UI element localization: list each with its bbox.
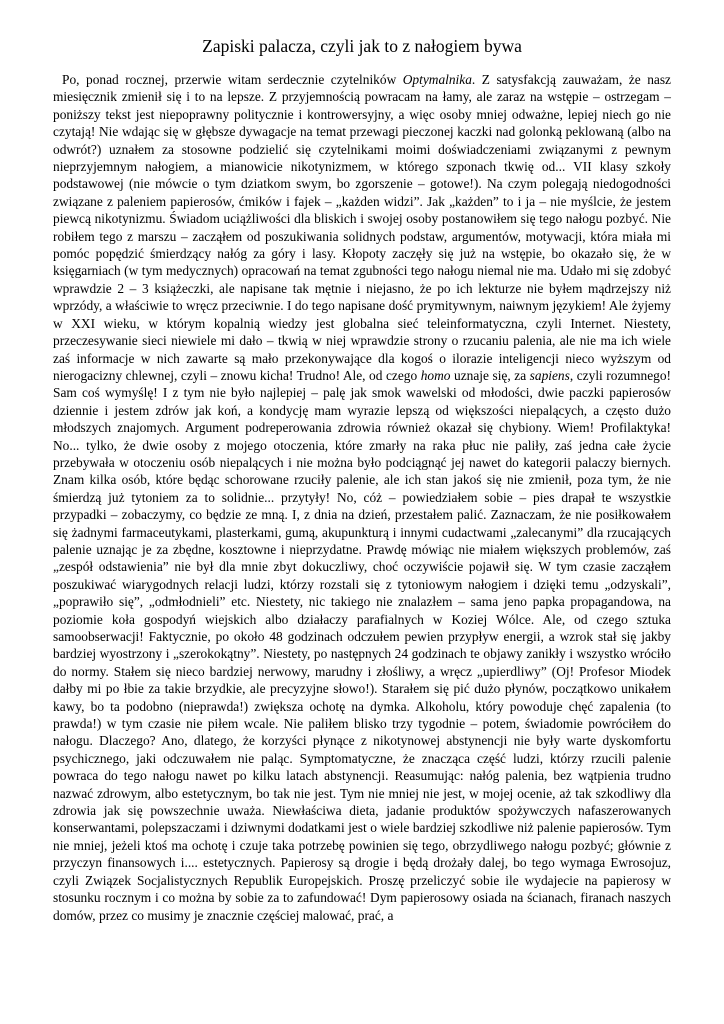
text-run: uznaje się, za xyxy=(450,367,530,383)
italic-text-run: Optymalnika xyxy=(402,72,472,87)
text-run: , czyli rozumnego! Sam coś wymyślę! I z tym nie było najlepiej – palę jak smok wawelski od młodości, dwie paczki papierosów dziennie i jestem zdrów jak koń, a kondycję mam wyrazie lepszą od większości niepalących, a często dużo młodszych znajomych. Argument podreperowania zdrowia również okazał się chybiony. Wiem! Profilaktyka! No... tylko, że dwie osoby z mojego otoczenia, które zmarły na raka płuc nie paliły, zaś jedna całe życie przebywała w otoczeniu osób niepalących i nie można było podciągnąć jej nawet do kategorii palaczy biernych. Znam kilka osób, które będąc schorowane rzuciły palenie, ale ich stan jakoś się nie zmienił, poza tym, że nie śmierdzą już tytoniem za to solidnie... przytyły! No, cóż – powiedziałem sobie – pies drapał te wszystkie przypadki – zobaczymy, co będzie ze mną. I, z dnia na dzień, przestałem palić. Zaznaczam, że nie posiłkowałem się żadnymi farmaceutykami, plasterkami, gumą, akupunkturą i innymi cudactwami „zalecanymi” dla rzucających palenie uznając je za zbędne, kosztowne i nieprzydatne. Prawdę mówiąc nie miałem większych problemów, zaś „zespół odstawienia” nie był dla mnie zbyt dokuczliwy, choć oczywiście pojawił się. W tym czasie zacząłem poszukiwać wiarygodnych relacji ludzi, którzy rozstali się z tytoniowym nałogiem i dzięki temu „odzyskali”, „poprawiło się”, „odmłodnieli” etc. Niestety, nic takiego nie znalazłem – sama jeno papka propagandowa, na poziomie koła gospodyń wiejskich albo działaczy parafialnych w Koziej Wólce. Ale, od czego sztuka samoobserwacji! Faktycznie, po około 48 godzinach odczułem pewien przypływ energii, a wzrok stał się jakby bardziej wyostrzony i „szerokokątny”. Niestety, po następnych 24 godzinach te objawy zanikły i wszystko wróciło do normy. Stałem się nieco bardziej nerwowy, marudny i złośliwy, a wręcz „upierdliwy” (Oj! Profesor Miodek dałby mi po łbie za takie brzydkie, ale precyzyjne słowo!). Starałem się pić dużo płynów, początkowo unikałem kawy, bo ta podobno (nieprawda!) zwiększa ochotę na dymka. Alkoholu, który powoduje chęć zapalenia (to prawda!) w tym czasie nie piłem wcale. Nie paliłem blisko trzy tygodnie – potem, świadomie powróciłem do nałogu. Dlaczego? Ano, dlatego, że korzyści płynące z nikotynowej abstynencji nie były warte dyskomfortu psychicznego, jaki odczuwałem nie paląc. Symptomatyczne, że znacząca część ludzi, którzy rzucili palenie powraca do tego nałogu nawet po kilku latach abstynencji. Reasumując: nałóg palenia, bez wątpienia trudno nazwać zdrowym, albo estetycznym, bo tak nie jest. Tym nie mniej nie jest, w mojej ocenie, aż tak szkodliwy dla zdrowia jak się powszechnie uważa. Niewłaściwa dieta, jadanie produktów spożywczych nafaszerowanych konserwantami, polepszaczami i dziwnymi dodatkami jest o wiele bardziej szkodliwe niż palenie papierosów. Tym nie mniej, jeżeli ktoś ma ochotę i czuje taka potrzebę powinien się tego, obrzydliwego nałogu pozbyć; głównie z przyczyn finansowych i.... estetycznych. Papierosy są drogie i będą drożały dalej, bo tego wymaga Ewrosojuz, czyli Związek Socjalistycznych Republik Europejskich. Proszę przeliczyć sobie ile wydajecie na papierosy w stosunku rocznym i co można by sobie za to zafundować! Dym papierosowy osiada na ścianach, firanach naszych domów, przez co musimy je znacznie częściej malować, prać, a xyxy=(53,367,671,923)
text-run: Po, ponad rocznej, przerwie witam serdecznie czytelników xyxy=(62,72,403,87)
document-title: Zapiski palacza, czyli jak to z nałogiem bywa xyxy=(202,36,522,56)
body-paragraph xyxy=(53,71,671,924)
italic-text-run: homo xyxy=(420,367,451,383)
text-run: . Z satysfakcją zauważam, że nasz miesięcznik zmienił się i to na lepsze. Z przyjemnością powracam na łamy, ale zaraz na wstępie – ostrzegam – poniższy tekst jest niepoprawny politycznie i kontrowersyjny, a więc osoby mniej odważne, lepiej niech go nie czytają! Nie wdając się w głębsze dywagacje na temat przewagi pieczonej kaczki nad golonką peklowaną (albo na odwrót?) uznałem za stosowne podzielić się czytelnikami moimi doświadczeniami związanymi z pewnym nieprzyjemnym nałogiem, a mianowicie nikotynizmem, w którego szponach tkwię od... VII klasy szkoły podstawowej (nie mówcie o tym dziatkom swym, bo zgorszenie – gotowe!). Na czym polegają niedogodności związane z paleniem papierosów, ćmików i fajek – „każden widzi”. Jak „każden” to i ja – nie myślcie, że jestem piewcą nikotynizmu. Świadom uciążliwości dla bliskich i swojej osoby postanowiłem się tego nałogu pozbyć. Nie robiłem tego z marszu – zacząłem od poszukiwania solidnych podstaw, argumentów, motywacji, która miała mi pomóc popędzić śmierdzący nałóg za góry i lasy. Kłopoty zaczęły się już na wstępie, bo okazało się, że w księgarniach (w tym medycznych) opracowań na temat zgubności tego nałogu niemal nie ma. Udało mi się zdobyć wprawdzie 2 – 3 książeczki, ale napisane tak mętnie i niejasno, że po ich lekturze nie byłem mądrzejszy niż wprzódy, a właściwie to wręcz przeciwnie. I do tego napisane dość prymitywnym, naiwnym językiem! Ale żyjemy w XXI wieku, w którym kopalnią wiedzy jest globalna sieć teleinformatyczna, czyli Internet. Niestety, przeczesywanie sieci niewiele mi dało – tkwią w niej wprawdzie strony o rzucaniu palenia, ale nie ma ich wiele zaś informacje w nich zawarte są mało przekonywające dla kogoś o ilorazie inteligencji nieco wyższym od nierogacizny chlewnej, czyli – znowu kicha! Trudno! Ale, od czego xyxy=(53,72,671,383)
italic-text-run: sapiens xyxy=(529,367,570,383)
